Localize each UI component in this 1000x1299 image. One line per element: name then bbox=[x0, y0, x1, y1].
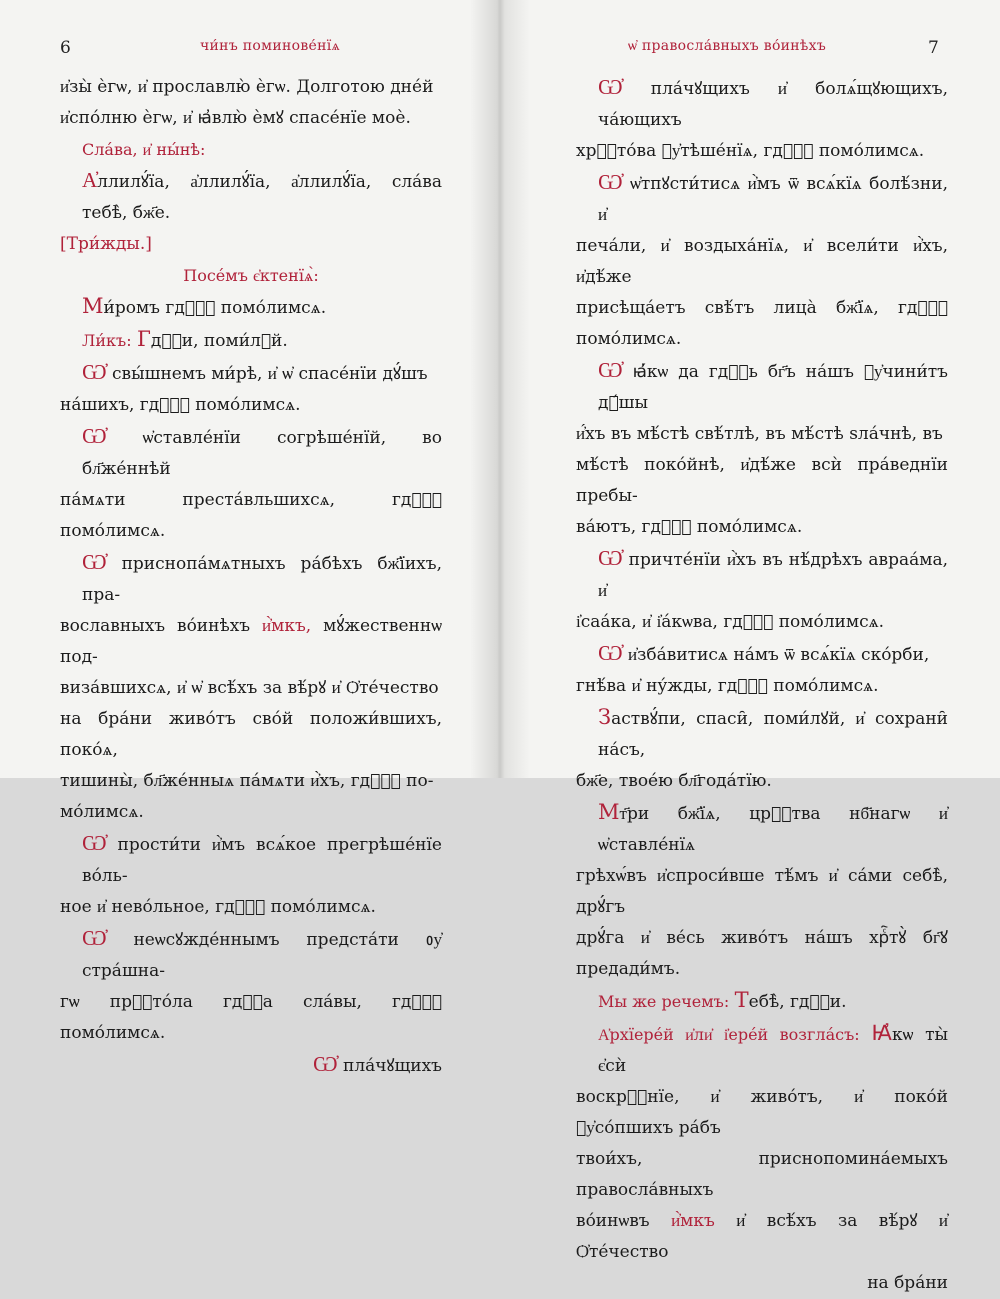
text-run: прости́ти и҆̀мъ всѧ́кое прегрѣше́нїе во́ль- bbox=[82, 835, 442, 886]
text-line bbox=[60, 421, 442, 485]
text-line bbox=[60, 547, 442, 611]
text-run: и҆зба́витисѧ на́мъ ѿ всѧ́кїѧ ско́рби, bbox=[622, 645, 930, 665]
text-line: хрⷭ҇то́ва ᲂу҆тѣше́нїѧ, гдⷭ҇ꙋ помо́лимсѧ. bbox=[576, 141, 925, 161]
right-page bbox=[510, 0, 1000, 1293]
text-line bbox=[576, 1206, 948, 1268]
text-line: і҆саа́ка, и҆ і҆а́кѡва, гдⷭ҇ꙋ помо́лимсѧ. bbox=[576, 612, 885, 632]
text-line: на́шихъ, гдⷭ҇ꙋ помо́лимсѧ. bbox=[60, 395, 301, 415]
text-run: во́инѡвъ bbox=[576, 1211, 672, 1231]
text-run: и҆ всѣ́хъ за вѣ́рꙋ и҆ Ѻ҆те́чество bbox=[576, 1211, 949, 1262]
text-line bbox=[576, 543, 948, 607]
text-run: ꙗ҆́кѡ да гдⷭ҇ь бг҃ъ на́шъ ᲂу҆чини́тъ дꙋ́шы bbox=[598, 362, 948, 413]
text-line: воскрⷭ҇нїе, и҆ живо́тъ, и҆ поко́й ᲂу҆со́пшихъ ра́бъ bbox=[576, 1087, 948, 1138]
text-run: ѡ҆ставле́нїи согрѣше́нїй, во бл҃же́ннѣй bbox=[82, 428, 442, 479]
drop-cap: Г bbox=[137, 327, 151, 351]
text-line: гнѣ́ва и҆ ну́жды, гдⷭ҇ꙋ помо́лимсѧ. bbox=[576, 676, 879, 696]
text-run: мꙋ́жественнѡ под- bbox=[60, 616, 442, 667]
text-line bbox=[576, 702, 948, 766]
text-line: и҆спо́лню ѐгѡ, и҆ ꙗ҆влю̀ ѐмꙋ спасе́нїе моѐ. bbox=[60, 108, 411, 128]
rubric-trizhdy: [Три́жды.] bbox=[60, 234, 152, 254]
left-page bbox=[0, 0, 490, 1076]
text-run: т҃ри бж҃їѧ, црⷭ҇тва нб҃нагѡ и҆ ѡ҆ставле́нїѧ bbox=[598, 804, 948, 855]
drop-cap: Ѡ҆ bbox=[82, 926, 107, 950]
rubric-lik: Ли́къ: bbox=[82, 331, 132, 350]
text-line bbox=[576, 167, 948, 231]
text-run: свы́шнемъ ми́рѣ, и҆ ѡ҆ спасе́нїи дꙋ́шъ bbox=[106, 364, 428, 384]
right-page-text bbox=[576, 72, 948, 1299]
text-line: и҆зы̀ ѐгѡ, и҆ прославлю̀ ѐгѡ. Долготою дне́й bbox=[60, 77, 434, 97]
text-line bbox=[60, 357, 442, 390]
drop-cap: Ѡ҆ bbox=[598, 546, 623, 570]
text-line: тишины̀, бл҃же́нныѧ па́мѧти и҆̀хъ, гдⷭ҇ꙋ по- bbox=[60, 771, 434, 791]
text-run: ѡ҆тпꙋсти́тисѧ и҆̀мъ ѿ всѧ́кїѧ болѣ́зни, и҆ bbox=[598, 174, 948, 225]
catchword bbox=[60, 1049, 442, 1082]
running-head-left: чи́нъ поминове́нїѧ bbox=[200, 38, 341, 54]
text-line: бж҃е, твое́ю бл҃года́тїю. bbox=[576, 771, 772, 791]
text-line: печа́ли, и҆ воздыха́нїѧ, и҆ всели́ти и҆̀хъ, и҆дѣ́же bbox=[576, 236, 948, 287]
drop-cap: Ѡ҆ bbox=[82, 424, 107, 448]
text-line bbox=[60, 611, 442, 673]
drop-cap: Ѡ҆ bbox=[598, 641, 623, 665]
left-page-text bbox=[60, 72, 442, 1082]
text-line: ное и҆ нево́льное, гдⷭ҇ꙋ помо́лимсѧ. bbox=[60, 897, 376, 917]
text-line bbox=[60, 324, 442, 357]
drop-cap: Ѡ҆ bbox=[82, 360, 107, 384]
text-line bbox=[576, 1018, 948, 1082]
drop-cap: Ѡ҆ bbox=[312, 1052, 338, 1076]
text-line: мо́лимсѧ. bbox=[60, 802, 144, 822]
text-line bbox=[60, 923, 442, 987]
text-run: ебѣ̀, гдⷭ҇и. bbox=[748, 992, 847, 1012]
text-run: вославныхъ во́инѣхъ bbox=[60, 616, 263, 636]
text-line bbox=[576, 355, 948, 419]
page-number-left: 6 bbox=[60, 38, 71, 58]
name-placeholder: и҆̀мкъ, bbox=[262, 616, 312, 636]
drop-cap: А҆ bbox=[82, 168, 98, 192]
text-run: и́ромъ гдⷭ҇ꙋ помо́лимсѧ. bbox=[103, 298, 327, 318]
text-run: причте́нїи и҆̀хъ въ нѣ́дрѣхъ авраа́ма, и҆ bbox=[598, 550, 948, 601]
text-run: дⷭ҇и, поми́лꙋй. bbox=[150, 331, 288, 351]
text-line bbox=[576, 797, 948, 861]
text-line: виза́вшихсѧ, и҆ ѡ҆ всѣ́хъ за вѣ́рꙋ и҆ Ѻ҆те́чество bbox=[60, 678, 439, 698]
text-run: ллилꙋ́їа, а҆ллилꙋ́їа, а҆ллилꙋ́їа, сла́ва тебѣ̀, бж҃е. bbox=[82, 172, 442, 223]
text-line: ва́ютъ, гдⷭ҇ꙋ помо́лимсѧ. bbox=[576, 517, 803, 537]
text-line: твои́хъ, приснопомина́емыхъ правосла́вныхъ bbox=[576, 1149, 948, 1200]
drop-cap: З bbox=[598, 705, 612, 729]
drop-cap: Ѡ҆ bbox=[82, 550, 107, 574]
drop-cap: Ѡ҆ bbox=[598, 75, 623, 99]
rubric-my-zhe-rechem: Мы же речемъ: bbox=[598, 992, 730, 1011]
text-line bbox=[60, 291, 442, 324]
text-line: дрꙋ́га и҆ ве́сь живо́тъ на́шъ хрⷭ҇тꙋ̀ бг҃ꙋ предади́мъ. bbox=[576, 928, 948, 979]
rubric-slava: Сла́ва, и҆ ны́нѣ: bbox=[82, 140, 206, 159]
text-line: присѣща́етъ свѣ́тъ лица̀ бж҃їѧ, гдⷭ҇ꙋ помо́лимсѧ. bbox=[576, 298, 948, 349]
text-line bbox=[60, 828, 442, 892]
text-line: па́мѧти преста́вльшихсѧ, гдⷭ҇ꙋ помо́лимсѧ. bbox=[60, 490, 442, 541]
drop-cap: Т bbox=[734, 988, 749, 1012]
name-placeholder: и҆̀мкъ bbox=[671, 1211, 715, 1231]
text-run: приснопа́мѧтныхъ ра́бѣхъ бж҃їихъ, пра- bbox=[82, 554, 442, 605]
text-line: мѣ́стѣ поко́йнѣ, и҆дѣ́же всѝ пра́веднїи пребы- bbox=[576, 455, 948, 506]
text-line bbox=[576, 72, 948, 136]
rubric-vozglas: А҆рхїере́й и҆ли҆ і҆ере́й возгла́съ: bbox=[598, 1025, 860, 1044]
running-head-right: ѡ҆ правосла́вныхъ во́инѣхъ bbox=[628, 38, 827, 54]
text-run: аствꙋ́пи, спаси̑, поми́лꙋй, и҆ сохрани̑ на́съ, bbox=[598, 709, 948, 760]
page-number-right: 7 bbox=[928, 38, 939, 58]
drop-cap: Ѡ҆ bbox=[82, 831, 107, 855]
drop-cap: М bbox=[598, 800, 620, 824]
text-line: гѡ прⷭ҇то́ла гдⷭ҇а сла́вы, гдⷭ҇ꙋ помо́лимсѧ. bbox=[60, 992, 442, 1043]
drop-cap: Ꙗ҆ bbox=[871, 1021, 892, 1045]
drop-cap: Ѡ҆ bbox=[598, 358, 623, 382]
text-line: и҆́хъ въ мѣ́стѣ свѣ́тлѣ, въ мѣ́стѣ ѕла́чнѣ, въ bbox=[576, 424, 943, 444]
drop-cap: Ѡ҆ bbox=[598, 170, 623, 194]
alleluia-line bbox=[60, 165, 442, 229]
text-run: пла́чꙋщихъ bbox=[337, 1056, 442, 1076]
text-run: неѡсꙋжде́ннымъ предста́ти ᲂу҆ стра́шна- bbox=[82, 930, 442, 981]
catchword: на бра́ни bbox=[867, 1273, 948, 1293]
text-run: пла́чꙋщихъ и҆ болѧ́щꙋющихъ, ча́ющихъ bbox=[598, 79, 948, 130]
rubric-ektenia: Посе́мъ є҆ктенїѧ̀: bbox=[183, 266, 319, 285]
text-line bbox=[576, 638, 948, 671]
text-line: грѣхѡ́въ и҆спроси́вше тѣ́мъ и҆ са́ми себѣ̀, дрꙋ́гъ bbox=[576, 866, 948, 917]
text-line bbox=[576, 985, 948, 1018]
text-run: кѡ ты̀ є҆сѝ bbox=[598, 1025, 949, 1076]
text-line: на бра́ни живо́тъ сво́й положи́вшихъ, поко́ѧ, bbox=[60, 709, 442, 760]
drop-cap: М bbox=[82, 294, 104, 318]
